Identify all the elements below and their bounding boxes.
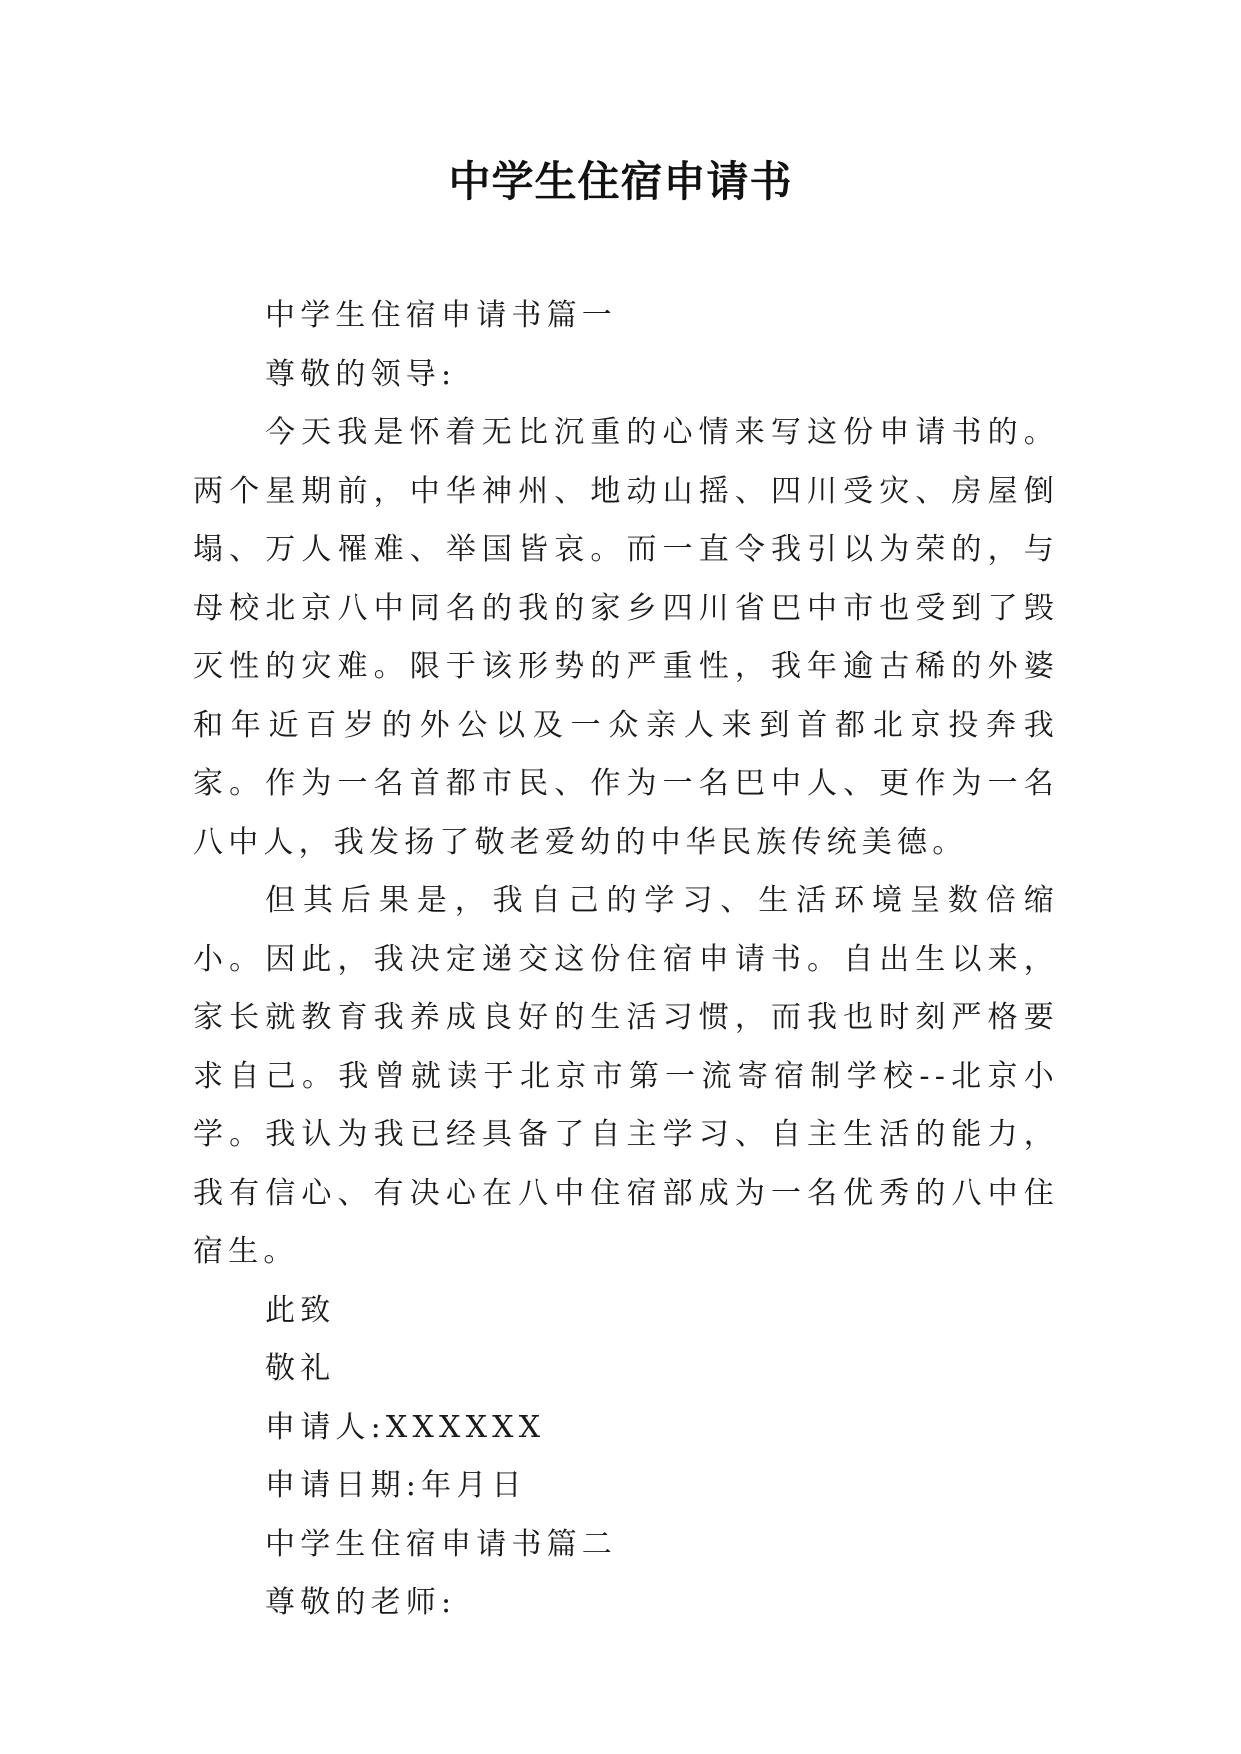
date-line: 申请日期:年月日 — [265, 1468, 527, 1503]
closing-regards: 敬礼 — [265, 1351, 336, 1386]
salutation-one: 尊敬的领导: — [265, 356, 457, 392]
section-heading-two: 中学生住宿申请书篇二 — [265, 1526, 617, 1562]
body-paragraph: 但其后果是，我自己的学习、生活环境呈数倍缩小。因此，我决定递交这份住宿申请书。自出生以来，家长就教育我养成良好的生活习惯，而我也时刻严格要求自己。我曾就读于北京市第一流寄宿制学校--北京小学。我认为我已经具备了自主学习、自主生活的能力，我有信心、有决心在八中住宿部成为一名优秀的八中住宿生。 — [193, 883, 1059, 1269]
salutation-two: 尊敬的老师: — [265, 1585, 457, 1620]
document-body — [193, 287, 1059, 1633]
section-heading-one: 中学生住宿申请书篇一 — [265, 298, 617, 333]
applicant-line: 申请人:XXXXXX — [265, 1409, 546, 1445]
document-title: 中学生住宿申请书 — [448, 157, 793, 206]
closing-line: 此致 — [265, 1292, 336, 1328]
body-paragraph: 今天我是怀着无比沉重的心情来写这份申请书的。两个星期前，中华神州、地动山摇、四川受灾、房屋倒塌、万人罹难、举国皆哀。而一直令我引以为荣的，与母校北京八中同名的我的家乡四川省巴中市也受到了毁灭性的灾难。限于该形势的严重性，我年逾古稀的外婆和年近百岁的外公以及一众亲人来到首都北京投奔我家。作为一名首都市民、作为一名巴中人、更作为一名八中人，我发扬了敬老爱幼的中华民族传统美德。 — [193, 415, 1059, 860]
